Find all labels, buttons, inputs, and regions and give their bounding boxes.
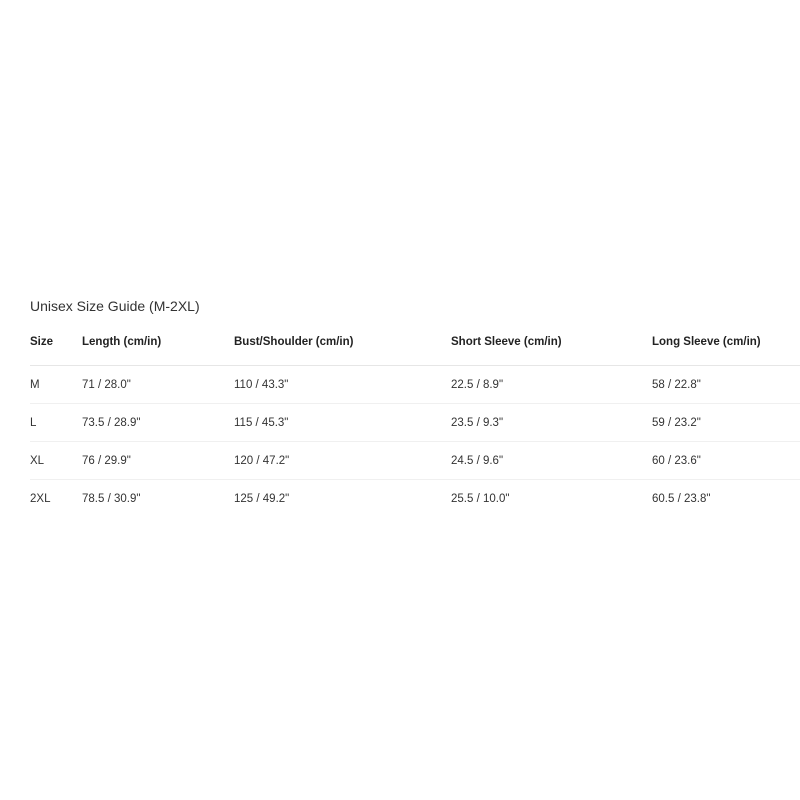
column-header-length: Length (cm/in) [82,336,234,366]
size-guide [30,296,800,517]
column-header-size: Size [30,336,82,366]
column-header-short-sleeve: Short Sleeve (cm/in) [451,336,652,366]
cell-bust-shoulder: 110 / 43.3" [234,366,451,404]
cell-short-sleeve: 25.5 / 10.0" [451,492,510,505]
cell-long-sleeve: 60 / 23.6" [652,442,800,480]
table-header-row [30,336,800,366]
cell-long-sleeve: 59 / 23.2" [652,404,800,442]
column-header-bust-shoulder: Bust/Shoulder (cm/in) [234,336,451,366]
size-table [30,336,800,517]
column-header-long-sleeve: Long Sleeve (cm/in) [652,336,800,366]
cell-short-sleeve: 24.5 / 9.6" [451,442,652,480]
cell-size: M [30,366,82,404]
cell-length: 76 / 29.9" [82,442,234,480]
size-guide-title: Unisex Size Guide (M-2XL) [30,298,200,314]
cell-size: XL [30,442,82,480]
cell-length: 78.5 / 30.9" [82,492,141,505]
cell-short-sleeve: 22.5 / 8.9" [451,366,652,404]
cell-bust-shoulder: 125 / 49.2" [234,492,290,505]
cell-short-sleeve: 23.5 / 9.3" [451,404,652,442]
cell-bust-shoulder: 115 / 45.3" [234,404,451,442]
cell-long-sleeve: 58 / 22.8" [652,366,800,404]
cell-length: 71 / 28.0" [82,366,234,404]
cell-size: 2XL [30,492,51,505]
cell-size: L [30,404,82,442]
table-row [30,404,800,442]
table-row [30,366,800,404]
cell-long-sleeve: 60.5 / 23.8" [652,492,711,505]
table-row [30,480,800,518]
table-row [30,442,800,480]
cell-length: 73.5 / 28.9" [82,404,234,442]
cell-bust-shoulder: 120 / 47.2" [234,442,451,480]
